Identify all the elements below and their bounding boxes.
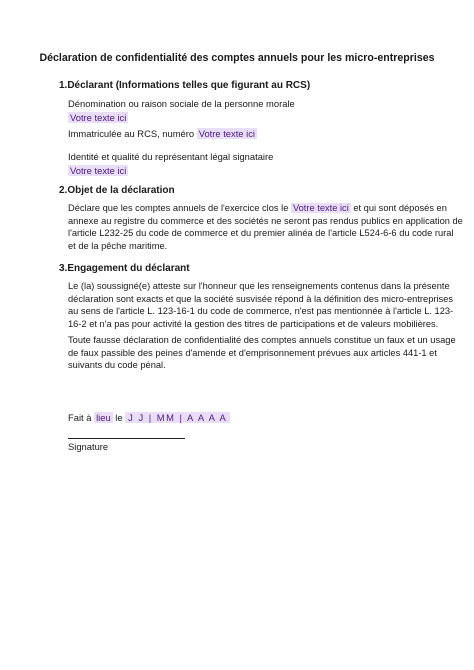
- object-paragraph: [68, 202, 463, 252]
- penalty-line-2: de faux passible des peines d'amende et d'emprisonnement prévues aux articles 441-1 et: [68, 347, 437, 358]
- denomination-row: [68, 111, 128, 124]
- section-1-heading: 1.Déclarant (Informations telles que figurant au RCS): [59, 80, 311, 91]
- signature-line[interactable]: [68, 438, 185, 439]
- representative-field[interactable]: Votre texte ici: [70, 165, 127, 176]
- engagement-line-3: au sens de l'article L. 123-16-1 du code de commerce, n'est pas mentionnée à l'article L. 123-: [68, 306, 454, 316]
- place-field[interactable]: lieu: [96, 412, 111, 423]
- representative-label: Identité et qualité du représentant légal signataire: [68, 151, 274, 162]
- object-line-4: et de la pêche maritime.: [68, 240, 168, 251]
- penalty-line-1: Toute fausse déclaration de confidentialité des comptes annuels constitue un faux et un usage: [68, 335, 456, 345]
- engagement-paragraph-1: [68, 280, 454, 330]
- object-line-1-start: Déclare que les comptes annuels de l'exercice clos le: [68, 203, 291, 213]
- engagement-line-2: déclaration sont exacts et que la société susvisée répond à la définition des micro-entreprises: [68, 293, 453, 304]
- signature-label: Signature: [68, 441, 109, 452]
- denomination-field[interactable]: Votre texte ici: [70, 112, 127, 123]
- section-2-heading: 2.Objet de la déclaration: [59, 185, 175, 196]
- engagement-line-4: 16-2 et n'a pas pour activité la gestion des titres de participations et de valeurs mobilières.: [68, 318, 439, 329]
- engagement-paragraph-2: [68, 334, 456, 372]
- place-prefix: Fait à: [68, 412, 95, 423]
- representative-row: [68, 164, 128, 177]
- object-line-2: annexe au registre du commerce et des sociétés ne seront pas rendus publics en application de: [68, 215, 463, 226]
- place-date-row: [68, 411, 230, 424]
- section-3-heading: 3.Engagement du déclarant: [59, 263, 190, 274]
- engagement-line-1: Le (la) soussigné(e) atteste sur l'honneur que les renseignements contenus dans la présente: [68, 281, 450, 291]
- date-field[interactable]: J J | MM | A A A A: [125, 412, 230, 423]
- penalty-line-3: suivants du code pénal.: [68, 360, 166, 370]
- denomination-label: Dénomination ou raison sociale de la personne morale: [68, 98, 295, 109]
- document-title: Déclaration de confidentialité des comptes annuels pour les micro-entreprises: [39, 52, 435, 64]
- rcs-number-field[interactable]: Votre texte ici: [198, 128, 255, 139]
- object-line-1: [68, 202, 447, 215]
- object-line-1-end: et qui sont déposés en: [350, 203, 447, 213]
- fiscal-year-end-field[interactable]: Votre texte ici: [292, 203, 349, 213]
- object-line-3: l'article L232-25 du code de commerce et du premier alinéa de l'article L524-6-6 du code rural: [68, 228, 454, 238]
- rcs-label: Immatriculée au RCS, numéro: [68, 128, 195, 139]
- rcs-row: [68, 127, 257, 140]
- date-prefix: le: [112, 412, 126, 423]
